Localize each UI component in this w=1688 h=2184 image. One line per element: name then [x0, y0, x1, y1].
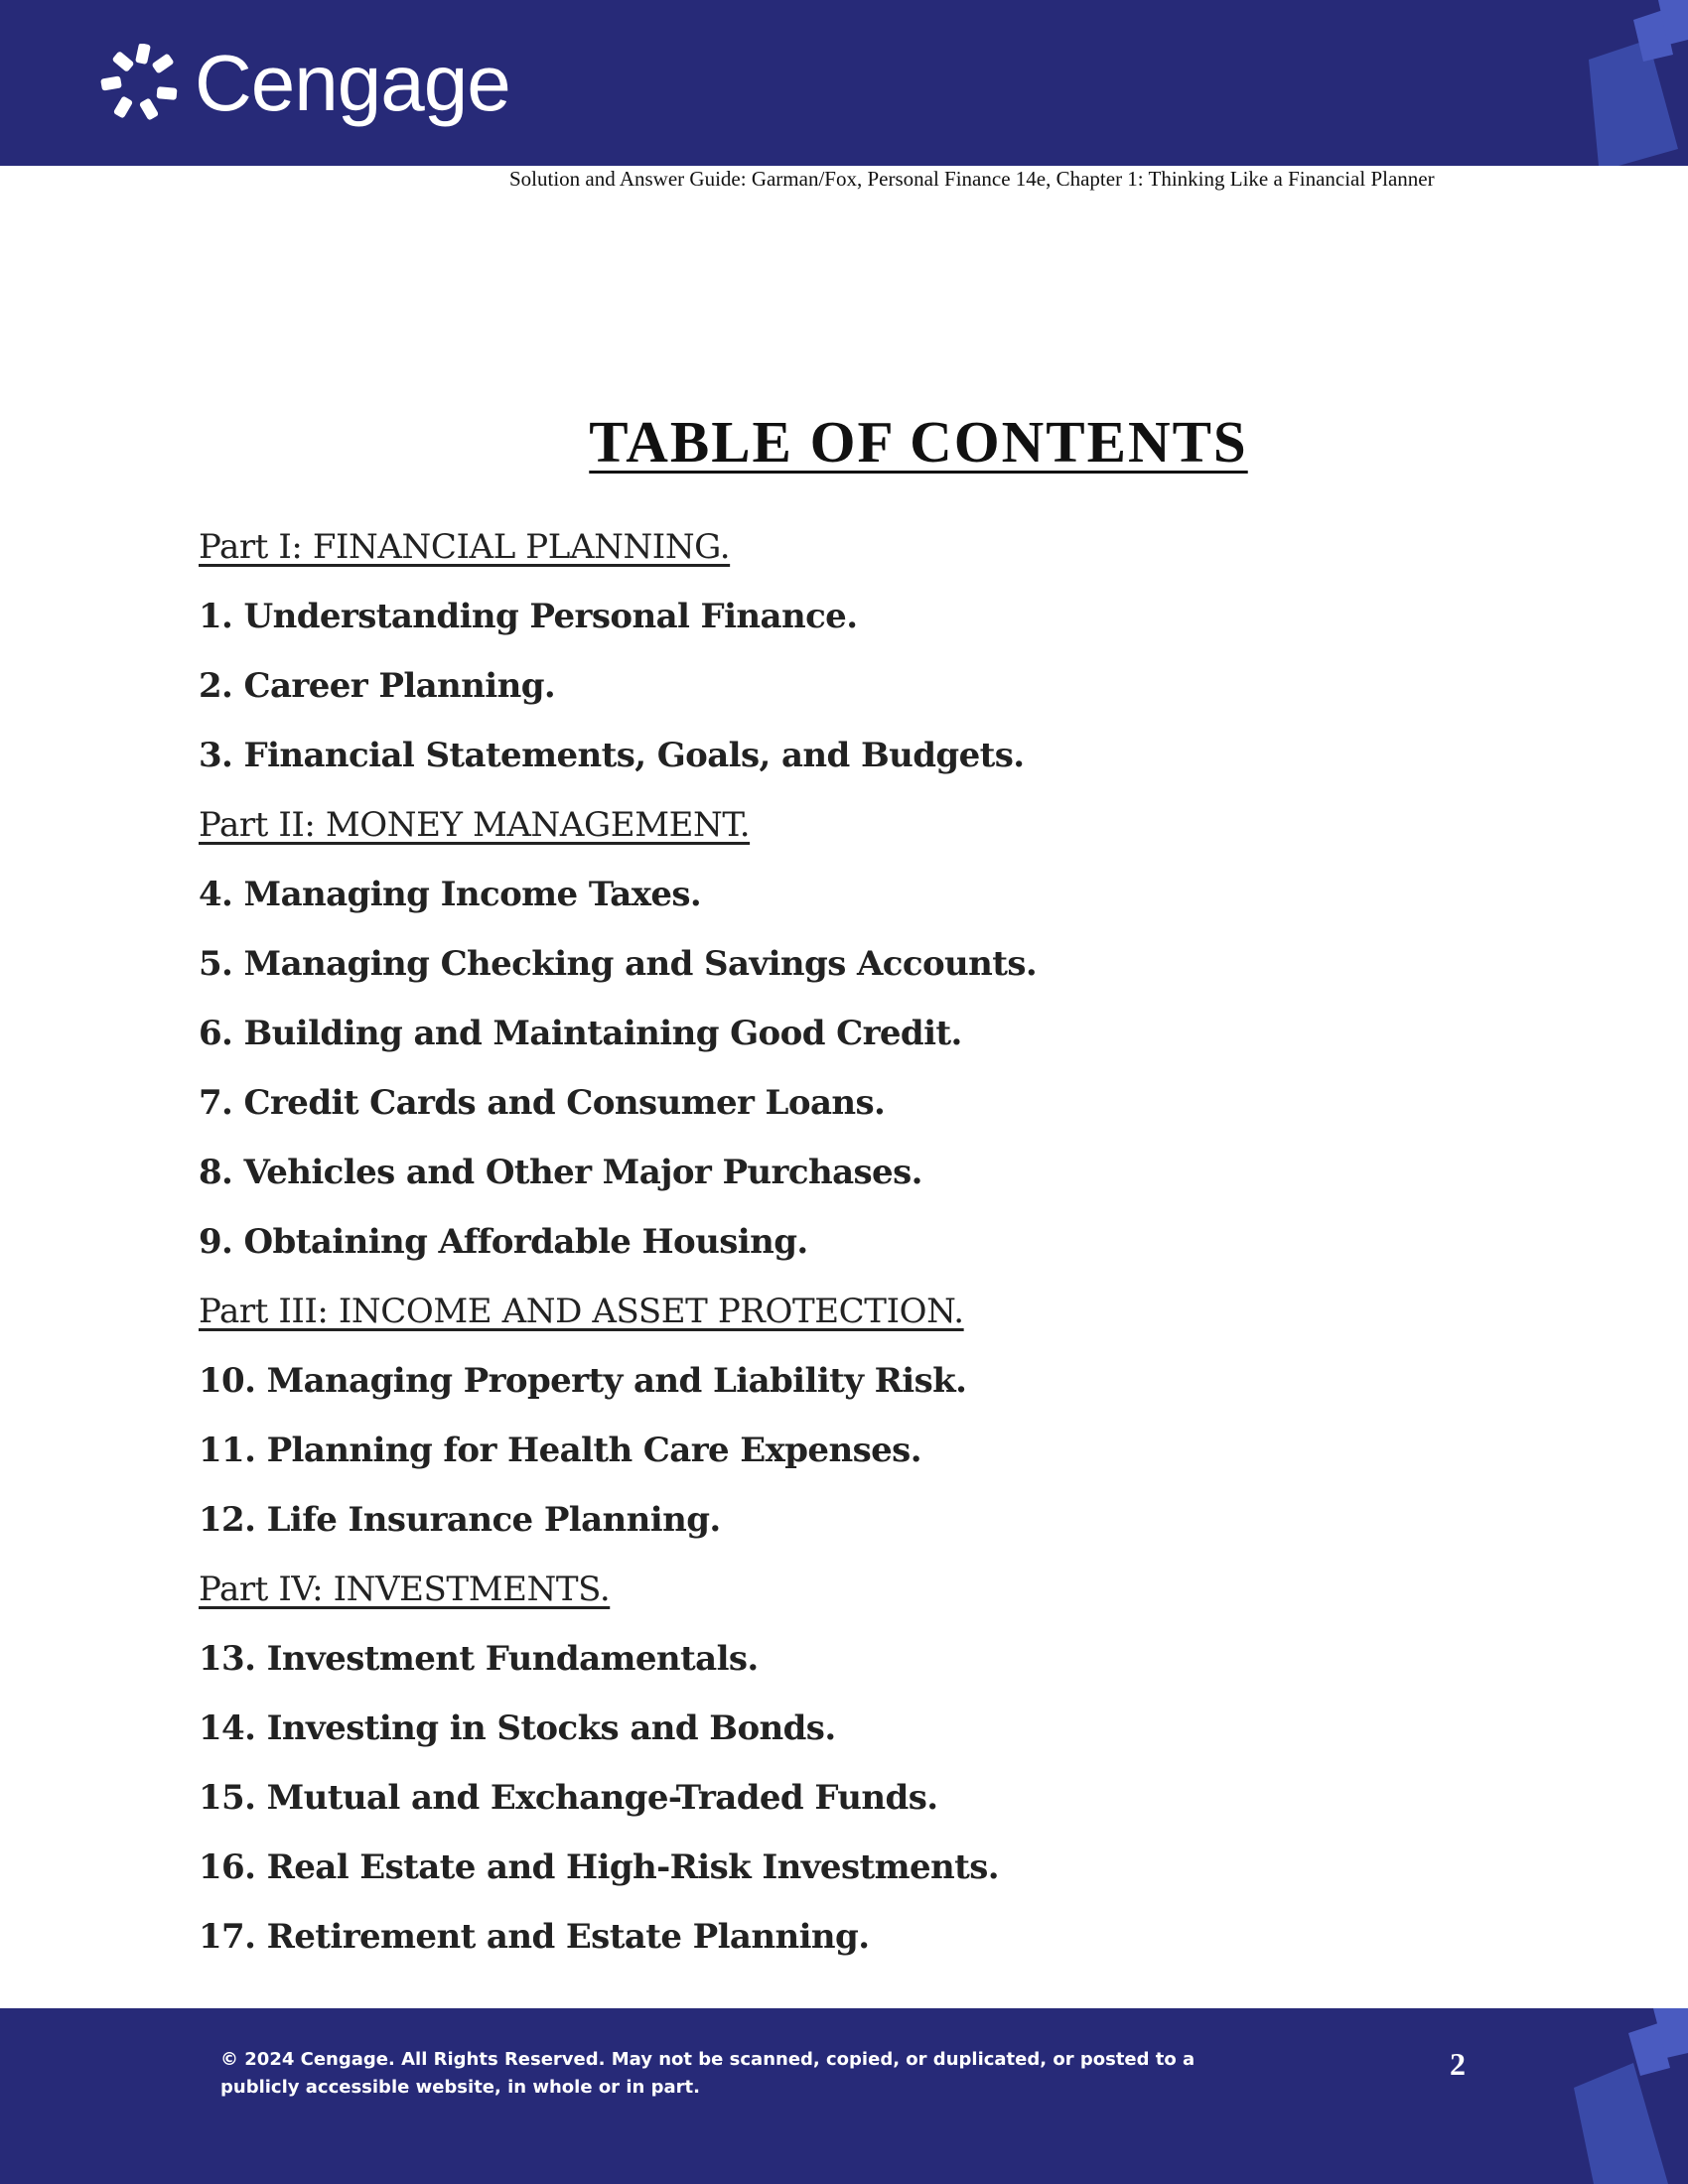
cengage-logo-mark-icon	[99, 44, 187, 123]
table-of-contents	[199, 524, 1489, 1983]
toc-chapter: 10. Managing Property and Liability Risk.	[199, 1361, 967, 1401]
toc-chapter: 8. Vehicles and Other Major Purchases.	[199, 1153, 922, 1192]
decorative-shapes-icon	[1569, 0, 1688, 166]
decorative-shapes-icon	[1559, 2008, 1688, 2184]
toc-chapter: 6. Building and Maintaining Good Credit.	[199, 1014, 962, 1053]
toc-chapter: 9. Obtaining Affordable Housing.	[199, 1222, 808, 1262]
toc-part-heading: Part IV: INVESTMENTS.	[199, 1570, 611, 1609]
toc-chapter: 16. Real Estate and High-Risk Investments.	[199, 1847, 1000, 1887]
toc-chapter: 3. Financial Statements, Goals, and Budgets.	[199, 736, 1025, 775]
toc-chapter: 1. Understanding Personal Finance.	[199, 597, 858, 636]
toc-chapter: 13. Investment Fundamentals.	[199, 1639, 759, 1679]
toc-chapter: 17. Retirement and Estate Planning.	[199, 1917, 870, 1957]
toc-chapter: 12. Life Insurance Planning.	[199, 1500, 721, 1540]
toc-chapter: 4. Managing Income Taxes.	[199, 875, 702, 914]
brand-name: Cengage	[195, 39, 510, 127]
toc-chapter: 7. Credit Cards and Consumer Loans.	[199, 1083, 886, 1123]
page-title: TABLE OF CONTENTS	[589, 409, 1248, 475]
toc-part-heading: Part I: FINANCIAL PLANNING.	[199, 527, 731, 567]
toc-part-heading: Part II: MONEY MANAGEMENT.	[199, 805, 751, 845]
page-number: 2	[1450, 2046, 1466, 2082]
toc-chapter: 15. Mutual and Exchange-Traded Funds.	[199, 1778, 938, 1818]
toc-chapter: 2. Career Planning.	[199, 666, 556, 706]
running-head: Solution and Answer Guide: Garman/Fox, Personal Finance 14e, Chapter 1: Thinking Like a Financial Planner	[509, 167, 1435, 191]
copyright-notice: © 2024 Cengage. All Rights Reserved. May not be scanned, copied, or duplicated, or posted to a publicly accessible website, in whole or in part.	[220, 2049, 1196, 2098]
toc-chapter: 14. Investing in Stocks and Bonds.	[199, 1708, 836, 1748]
header-band	[0, 0, 1688, 166]
toc-chapter: 5. Managing Checking and Savings Accounts.	[199, 944, 1038, 984]
cengage-logo[interactable]	[99, 39, 510, 127]
toc-part-heading: Part III: INCOME AND ASSET PROTECTION.	[199, 1292, 964, 1331]
footer-band	[0, 2008, 1688, 2184]
toc-chapter: 11. Planning for Health Care Expenses.	[199, 1431, 921, 1470]
